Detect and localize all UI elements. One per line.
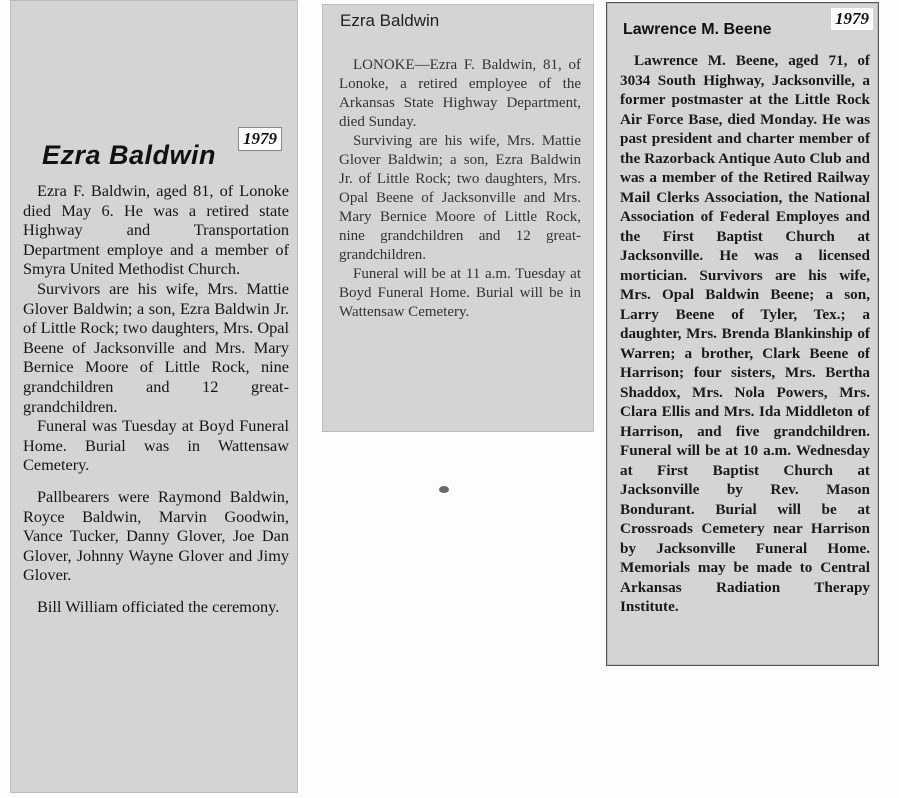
obituary-paragraph: Surviving are his wife, Mrs. Mattie Glover Baldwin; a son, Ezra Baldwin Jr. of Little Rock; two daughters, Mrs. Opal Beene of Jacksonville and Mrs. Mary Bernice Moore of Little Rock, nine grandchildren and 12 great-grandchildren. <box>339 133 581 263</box>
obituary-body <box>620 51 870 617</box>
obituary-headline: Lawrence M. Beene <box>623 21 772 38</box>
obituary-clipping-baldwin-short <box>322 4 594 432</box>
obituary-paragraph: Lawrence M. Beene, aged 71, of 3034 South Highway, Jacksonville, a former postmaster at the Little Rock Air Force Base, died Monday. He was past president and charter member of the Razorback Antique Auto Club and was a member of the Retired Railway Mail Clerks Association, the National Association of Federal Employes and the First Baptist Church at Jacksonville. He was a licensed mortician. Survivors are his wife, Mrs. Opal Baldwin Beene; a son, Larry Beene of Tyler, Tex.; a daughter, Mrs. Brenda Blankinship of Warren; a brother, Clark Beene of Harrison; four sisters, Mrs. Bertha Shaddox, Mrs. Nola Powers, Mrs. Clara Ellis and Mrs. Ida Middleton of Harrison, and five grandchildren. Funeral will be at 10 a.m. Wednesday at First Baptist Church at Jacksonville by Rev. Mason Bondurant. Burial will be at Crossroads Cemetery near Harrison by Jacksonville Funeral Home. Memorials may be made to Central Arkansas Radiation Therapy Institute. <box>620 52 870 615</box>
obituary-body <box>23 181 289 616</box>
obituary-headline: Ezra Baldwin <box>42 140 217 170</box>
obituary-paragraph: Ezra F. Baldwin, aged 81, of Lonoke died May 6. He was a retired state Highway and Transportation Department employe and a member of Smyra United Methodist Church. <box>23 181 289 279</box>
obituary-clipping-beene <box>606 2 879 666</box>
paper-speck <box>439 486 449 493</box>
year-label: 1979 <box>831 8 873 30</box>
obituary-paragraph: Survivors are his wife, Mrs. Mattie Glover Baldwin; a son, Ezra Baldwin Jr. of Little Rock; two daughters, Mrs. Opal Beene of Jacksonville and Mrs. Mary Bernice Moore of Little Rock, nine grandchildren and 12 great-grandchildren. <box>23 278 289 416</box>
obituary-paragraph: LONOKE—Ezra F. Baldwin, 81, of Lonoke, a retired employee of the Arkansas State Highway Department, died Sunday. <box>339 57 581 130</box>
obituary-paragraph: Bill William officiated the ceremony. <box>37 596 280 616</box>
obituary-headline: Ezra Baldwin <box>340 11 440 30</box>
obituary-paragraph: Funeral will be at 11 a.m. Tuesday at Boyd Funeral Home. Burial will be in Wattensaw Cemetery. <box>339 266 581 320</box>
obituary-paragraph: Funeral was Tuesday at Boyd Funeral Home. Burial was in Wattensaw Cemetery. <box>23 416 289 475</box>
obituary-body <box>339 56 581 322</box>
year-label: 1979 <box>238 127 282 151</box>
obituary-paragraph: Pallbearers were Raymond Baldwin, Royce Baldwin, Marvin Goodwin, Vance Tucker, Danny Glover, Joe Dan Glover, Johnny Wayne Glover and Jimy Glover. <box>23 486 289 585</box>
obituary-clipping-baldwin-long <box>10 0 298 793</box>
